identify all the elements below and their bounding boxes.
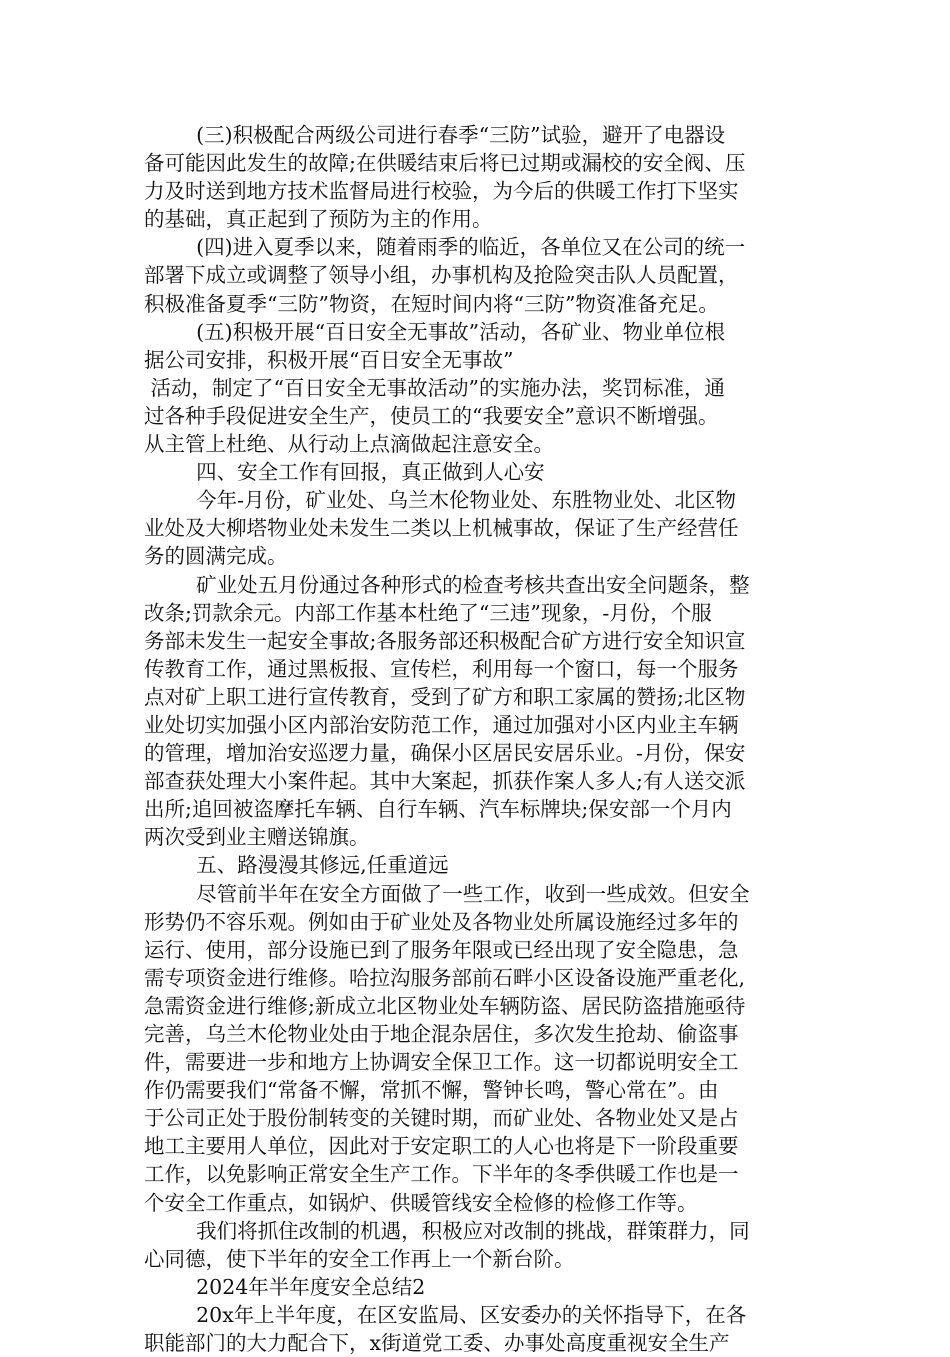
text-line: 我们将抓住改制的机遇，积极应对改制的挑战，群策群力，同 <box>144 1218 750 1243</box>
text-line: 今年-月份，矿业处、乌兰木伦物业处、东胜物业处、北区物 <box>144 488 737 513</box>
text-line: 完善，乌兰木伦物业处由于地企混杂居住，多次发生抢劫、偷盗事 <box>144 1022 739 1046</box>
text-line: 部查获处理大小案件起。其中大案起，抓获作案人多人;有人送交派 <box>144 769 746 794</box>
text-line: 件，需要进一步和地方上协调安全保卫工作。这一切都说明安全工 <box>144 1050 739 1075</box>
text-line: 矿业处五月份通过各种形式的检查考核共查出安全问题条，整 <box>144 572 750 597</box>
text-line: 尽管前半年在安全方面做了一些工作，收到一些成效。但安全 <box>144 881 750 906</box>
text-line: 过各种手段促进安全生产，使员工的“我要安全”意识不断增强。 <box>144 403 719 428</box>
text-line: 两次受到业主赠送锦旗。 <box>144 825 370 850</box>
text-line: 部署下成立或调整了领导小组，办事机构及抢险突击队人员配置， <box>144 263 739 288</box>
text-line: 力及时送到地方技术监督局进行校验，为今后的供暖工作打下坚实 <box>144 179 739 204</box>
text-line: 的基础，真正起到了预防为主的作用。 <box>144 207 493 232</box>
text-line: 作仍需要我们“常备不懈，常抓不懈，警钟长鸣，警心常在”。由 <box>144 1078 719 1103</box>
text-line: 职能部门的大力配合下，x街道党工委、办事处高度重视安全生产 <box>144 1331 730 1356</box>
text-line: 业处切实加强小区内部治安防范工作，通过加强对小区内业主车辆 <box>144 712 739 737</box>
text-line: 备可能因此发生的故障;在供暖结束后将已过期或漏校的安全阀、压 <box>144 151 746 176</box>
text-line: 活动，制定了“百日安全无事故活动”的实施办法，奖罚标准，通 <box>144 375 725 400</box>
document-body <box>144 121 814 1357</box>
section-heading: 五、路漫漫其修远,任重道远 <box>144 853 449 878</box>
section-heading: 2024年半年度安全总结2 <box>144 1274 426 1299</box>
text-line: 改条;罚款余元。内部工作基本杜绝了“三违”现象，-月份，个服 <box>144 600 712 625</box>
text-line: (四)进入夏季以来，随着雨季的临近，各单位又在公司的统一 <box>144 235 746 260</box>
text-line: 点对矿上职工进行宣传教育，受到了矿方和职工家属的赞扬;北区物 <box>144 684 746 709</box>
text-line: 的管理，增加治安巡逻力量，确保小区居民安居乐业。-月份，保安 <box>144 741 746 766</box>
text-line: 从主管上杜绝、从行动上点滴做起注意安全。 <box>144 432 554 457</box>
text-line: 据公司安排，积极开展“百日安全无事故” <box>144 347 514 372</box>
text-line: 积极准备夏季“三防”物资，在短时间内将“三防”物资准备充足。 <box>144 291 719 316</box>
text-line: 工作，以免影响正常安全生产工作。下半年的冬季供暖工作也是一 <box>144 1162 739 1187</box>
text-line: 务的圆满完成。 <box>144 544 288 569</box>
text-line: (三)积极配合两级公司进行春季“三防”试验，避开了电器设 <box>144 123 726 147</box>
text-line: 于公司正处于股份制转变的关键时期，而矿业处、各物业处又是占 <box>144 1106 739 1131</box>
text-line: 个安全工作重点，如锅炉、供暖管线安全检修的检修工作等。 <box>144 1190 698 1215</box>
section-heading: 四、安全工作有回报，真正做到人心安 <box>144 460 545 485</box>
text-line: 地工主要用人单位，因此对于安定职工的人心也将是下一阶段重要 <box>144 1134 739 1159</box>
text-line: 务部未发生一起安全事故;各服务部还积极配合矿方进行安全知识宣 <box>144 628 746 653</box>
text-line: 需专项资金进行维修。哈拉沟服务部前石畔小区设备设施严重老化, <box>144 965 746 990</box>
text-line: 运行、使用，部分设施已到了服务年限或已经出现了安全隐患，急 <box>144 937 739 962</box>
text-line: 心同德，使下半年的安全工作再上一个新台阶。 <box>144 1246 575 1271</box>
text-line: 20x年上半年度，在区安监局、区安委办的关怀指导下，在各 <box>144 1302 747 1327</box>
text-line: 业处及大柳塔物业处未发生二类以上机械事故，保证了生产经营任 <box>144 516 739 541</box>
text-line: (五)积极开展“百日安全无事故”活动，各矿业、物业单位根 <box>144 319 726 344</box>
text-line: 形势仍不容乐观。例如由于矿业处及各物业处所属设施经过多年的 <box>144 909 739 934</box>
text-line: 传教育工作，通过黑板报、宣传栏，利用每一个窗口，每一个服务 <box>144 656 739 681</box>
text-line: 出所;追回被盗摩托车辆、自行车辆、汽车标牌块;保安部一个月内 <box>144 797 732 822</box>
text-line: 急需资金进行维修;新成立北区物业处车辆防盗、居民防盗措施亟待 <box>144 993 746 1018</box>
